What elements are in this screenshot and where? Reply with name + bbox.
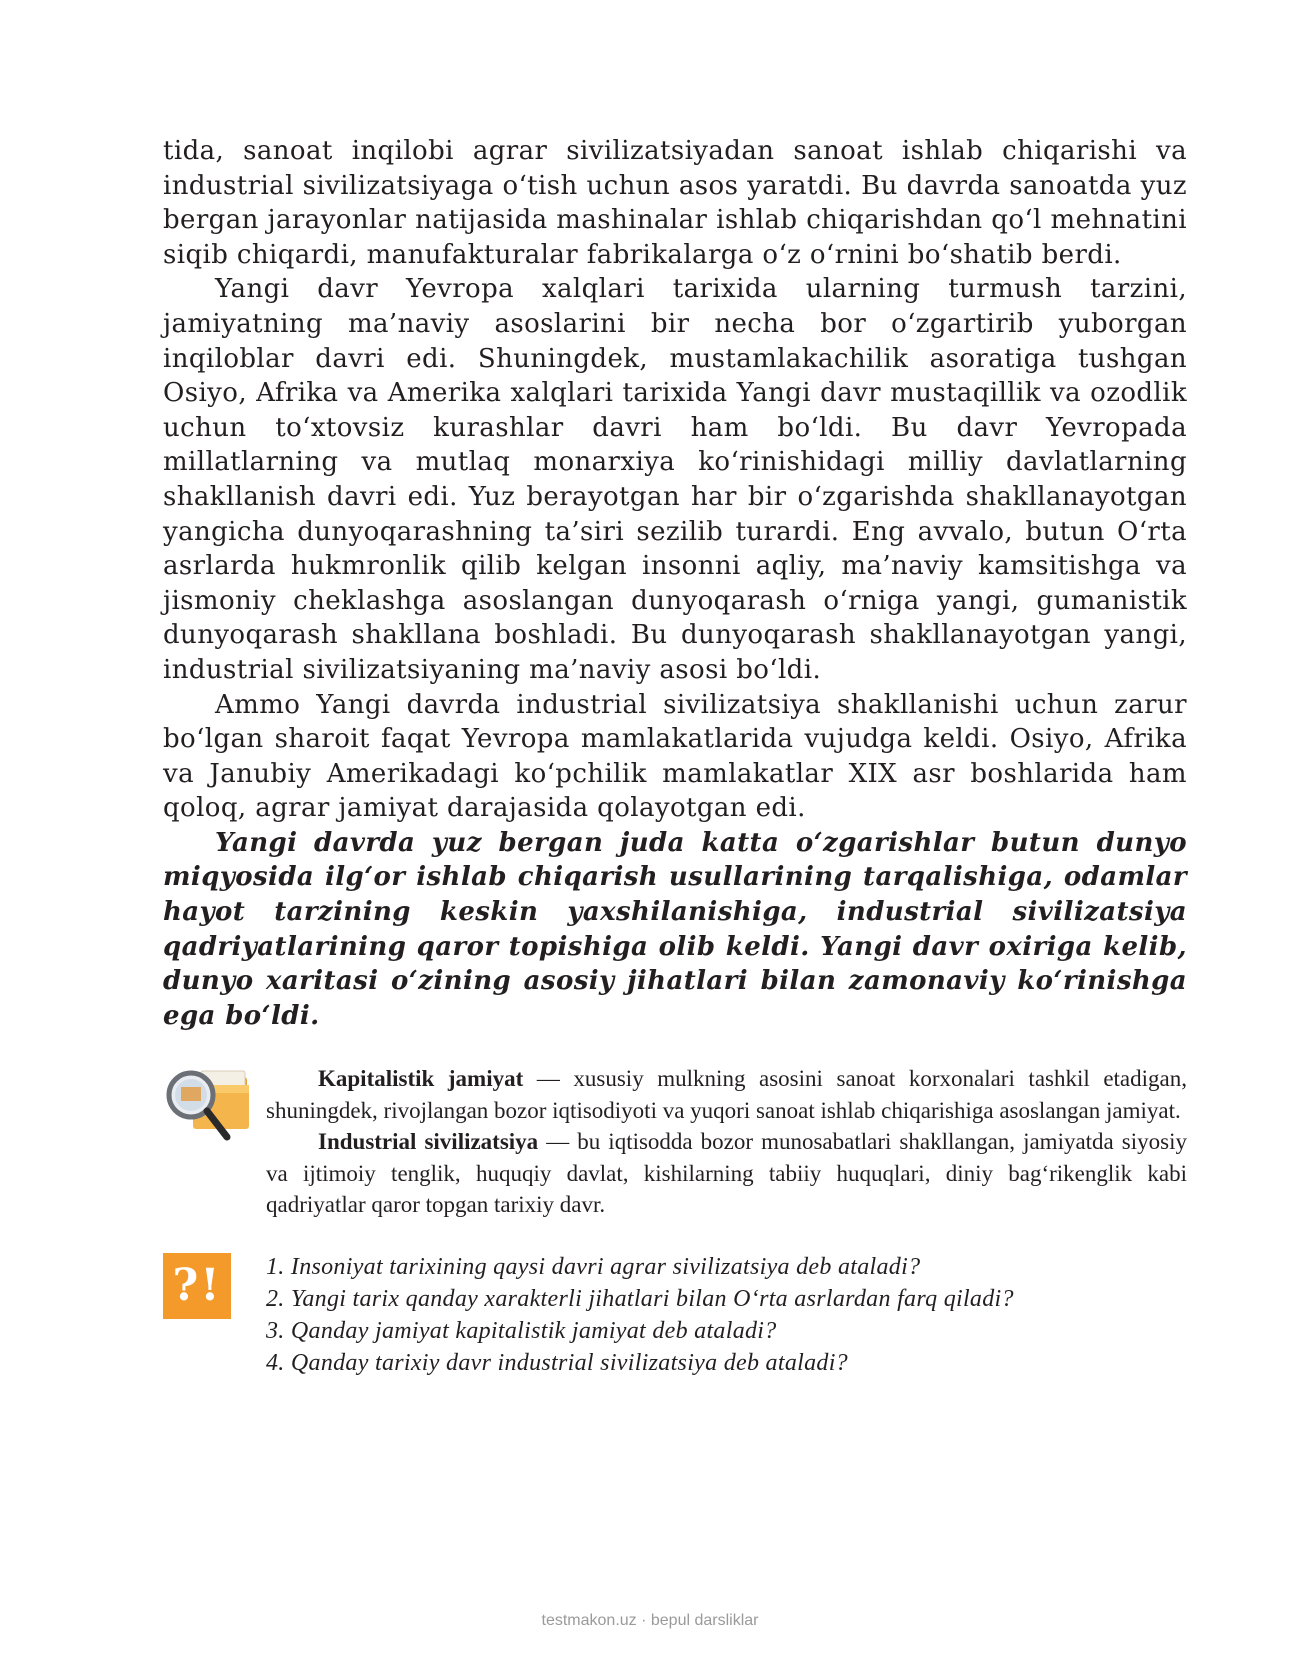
- page-content: [163, 134, 1187, 1381]
- definition-body: — xususiy mulkning asosini sanoat korxonalari tashkil etadigan, shuningdek, rivojlangan bozor iqtisodiyoti va yuqori sanoat ishlab chiqarishiga asoslangan jamiyat.: [266, 1066, 1187, 1123]
- question-item: 3. Qanday jamiyat kapitalistik jamiyat deb ataladi?: [266, 1317, 777, 1344]
- paragraph-2: Yangi davr Yevropa xalqlari tarixida ularning turmush tarzini, jamiyatning ma’naviy asoslarini bir necha bor o‘zgartirib yuborgan inqiloblar davri edi. Shuningdek, mustamlakachilik asoratiga tushgan Osiyo, Afrika va Amerika xalqlari tarixida Yangi davr mustaqillik va ozodlik uchun to‘xtovsiz kurashlar davri ham bo‘ldi. Bu davr Yevropada millatlarning va mutlaq monarxiya ko‘rinishidagi milliy davlatlarning shakllanish davri edi. Yuz berayotgan har bir o‘zgarishda shakllanayotgan yangicha dunyoqarashning ta’siri sezilib turardi. Eng avvalo, butun O‘rta asrlarda hukmronlik qilib kelgan insonni aqliy, ma’naviy kamsitishga va jismoniy cheklashga asoslangan dunyoqarash o‘rniga yangi, gumanistik dunyoqarash shakllana boshladi. Bu dunyoqarash shakllanayotgan yangi, industrial sivilizatsiyaning ma’naviy asosi bo‘ldi.: [163, 274, 1187, 685]
- definition-capitalist-society: [266, 1063, 1187, 1126]
- paragraph-1: tida, sanoat inqilobi agrar sivilizatsiyadan sanoat ishlab chiqarishi va industrial sivilizatsiyaga o‘tish uchun asos yaratdi. Bu davrda sanoatda yuz bergan jarayonlar natijasida mashinalar ishlab chiqarishdan qo‘l mehnatini siqib chiqardi, manufakturalar fabrikalarga o‘z o‘rnini bo‘shatib berdi.: [163, 136, 1187, 270]
- page-footer: testmakon.uz · bepul darsliklar: [541, 1612, 759, 1629]
- definition-industrial-civilization: [266, 1126, 1187, 1221]
- definition-body: — bu iqtisodda bozor munosabatlari shakllangan, jamiyatda siyosiy va ijtimoiy tenglik, huquqiy davlat, kishilarning tabiiy huquqlari, diniy bag‘rikenglik kabi qadriyatlar qaror topgan tarixiy davr.: [266, 1129, 1187, 1218]
- questions-list: [266, 1251, 1187, 1379]
- question-item: 2. Yangi tarix qanday xarakterli jihatlari bilan O‘rta asrlardan farq qiladi?: [266, 1285, 1014, 1312]
- question-item: 1. Insoniyat tarixining qaysi davri agrar sivilizatsiya deb ataladi?: [266, 1253, 921, 1280]
- question-exclamation-icon: ?!: [163, 1253, 231, 1319]
- definitions-box: [163, 1063, 1187, 1221]
- paragraph-3: Ammo Yangi davrda industrial sivilizatsiya shakllanishi uchun zarur bo‘lgan sharoit faqat Yevropa mamlakatlarida vujudga keldi. Osiyo, Afrika va Janubiy Amerikadagi ko‘pchilik mamlakatlar XIX asr boshlarida ham qoloq, agrar jamiyat darajasida qolayotgan edi.: [163, 689, 1187, 824]
- definition-term: Industrial sivilizatsiya: [318, 1129, 539, 1155]
- question-item: 4. Qanday tarixiy davr industrial sivilizatsiya deb ataladi?: [266, 1349, 848, 1376]
- questions-box: [163, 1251, 1187, 1381]
- folder-magnifier-icon: [163, 1063, 253, 1145]
- definition-term: Kapitalistik jamiyat: [318, 1066, 524, 1092]
- emphasized-summary-paragraph: Yangi davrda yuz bergan juda katta o‘zgarishlar butun dunyo miqyosida ilg‘or ishlab chiqarish usullarining tarqalishiga, odamlar hayot tarzining keskin yaxshilanishiga, industrial sivilizatsiya qadriyatlarining qaror topishiga olib keldi. Yangi davr oxiriga kelib, dunyo xaritasi o‘zining asosiy jihatlari bilan zamonaviy ko‘rinishga ega bo‘ldi.: [163, 827, 1187, 1031]
